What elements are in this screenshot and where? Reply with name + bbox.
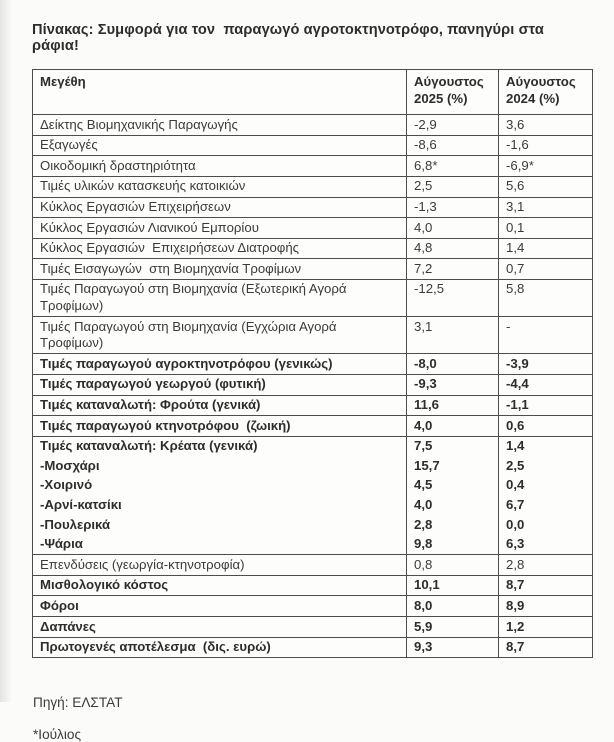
table-row xyxy=(33,395,593,416)
value-august-2024: -1,1 xyxy=(499,395,593,416)
value-august-2024: 8,7 xyxy=(499,637,593,658)
table-row xyxy=(33,596,593,617)
value-august-2025: -2,9 xyxy=(407,115,499,136)
table-header-row xyxy=(33,70,593,115)
row-label: Τιμές Παραγωγού στη Βιομηχανία (Εξωτερική Αγορά Τροφίμων) xyxy=(33,279,407,316)
row-label: -Αρνί-κατσίκι xyxy=(33,495,407,515)
row-label: Τιμές υλικών κατασκευής κατοικιών xyxy=(33,176,407,197)
table-row xyxy=(33,575,593,596)
row-label: Τιμές παραγωγού γεωργού (φυτική) xyxy=(33,374,407,395)
value-august-2025: 8,0 xyxy=(407,596,499,617)
value-august-2025: 9,8 xyxy=(407,535,499,555)
value-august-2024: 1,4 xyxy=(499,238,593,259)
table-row xyxy=(33,135,593,156)
value-august-2025: 4,5 xyxy=(407,476,499,496)
value-august-2025: 2,5 xyxy=(407,176,499,197)
value-august-2025: 2,8 xyxy=(407,515,499,535)
value-august-2025: 3,1 xyxy=(407,317,499,354)
row-label: Τιμές Εισαγωγών στη Βιομηχανία Τροφίμων xyxy=(33,259,407,280)
row-label: Οικοδομική δραστηριότητα xyxy=(33,156,407,177)
table-row xyxy=(33,555,593,576)
table-row xyxy=(33,156,593,177)
value-august-2024: -4,4 xyxy=(499,374,593,395)
table-row xyxy=(33,476,593,496)
value-august-2025: 4,0 xyxy=(407,218,499,239)
value-august-2025: 9,3 xyxy=(407,637,499,658)
value-august-2025: 4,8 xyxy=(407,238,499,259)
row-label: Τιμές καταναλωτή: Φρούτα (γενικά) xyxy=(33,395,407,416)
row-label: -Ψάρια xyxy=(33,535,407,555)
value-august-2025: 5,9 xyxy=(407,617,499,638)
row-label: Κύκλος Εργασιών Επιχειρήσεων xyxy=(33,197,407,218)
value-august-2024: 2,8 xyxy=(499,555,593,576)
value-august-2024: 0,6 xyxy=(499,416,593,437)
value-august-2025: 4,0 xyxy=(407,416,499,437)
table-row xyxy=(33,197,593,218)
row-label: Εξαγωγές xyxy=(33,135,407,156)
value-august-2024: 1,2 xyxy=(499,617,593,638)
table-row xyxy=(33,637,593,658)
table-row xyxy=(33,374,593,395)
row-label: -Μοσχάρι xyxy=(33,456,407,476)
table-body xyxy=(33,115,593,658)
page-title: Πίνακας: Συμφορά για τον παραγωγό αγροτοκτηνοτρόφο, πανηγύρι στα ράφια! xyxy=(32,22,549,54)
row-label: Δαπάνες xyxy=(33,617,407,638)
value-august-2025: -8,0 xyxy=(407,354,499,375)
table-row xyxy=(33,259,593,280)
table-row xyxy=(33,176,593,197)
asterisk-footnote: *Ιούλιος xyxy=(33,727,81,742)
table-row xyxy=(33,456,593,476)
column-header-measures: Μεγέθη xyxy=(33,70,407,115)
value-august-2025: -9,3 xyxy=(407,374,499,395)
row-label: Τιμές παραγωγού αγροκτηνοτρόφου (γενικώς) xyxy=(33,354,407,375)
row-label: -Χοιρινό xyxy=(33,476,407,496)
value-august-2024: 8,9 xyxy=(499,596,593,617)
row-label: Δείκτης Βιομηχανικής Παραγωγής xyxy=(33,115,407,136)
table-row xyxy=(33,436,593,456)
row-label: Πρωτογενές αποτέλεσμα (δις. ευρώ) xyxy=(33,637,407,658)
table-row xyxy=(33,416,593,437)
value-august-2024: 2,5 xyxy=(499,456,593,476)
value-august-2024: 0,1 xyxy=(499,218,593,239)
value-august-2024: 6,7 xyxy=(499,495,593,515)
row-label: Τιμές καταναλωτή: Κρέατα (γενικά) xyxy=(33,436,407,456)
row-label: Κύκλος Εργασιών Λιανικού Εμπορίου xyxy=(33,218,407,239)
value-august-2024: 5,8 xyxy=(499,279,593,316)
value-august-2024: 5,6 xyxy=(499,176,593,197)
value-august-2025: 11,6 xyxy=(407,395,499,416)
value-august-2024: - xyxy=(499,317,593,354)
table-row xyxy=(33,515,593,535)
row-label: Μισθολογικό κόστος xyxy=(33,575,407,596)
row-label: Επενδύσεις (γεωργία-κτηνοτροφία) xyxy=(33,555,407,576)
value-august-2024: 3,1 xyxy=(499,197,593,218)
value-august-2024: 0,0 xyxy=(499,515,593,535)
column-header-august-2024: Αύγουστος 2024 (%) xyxy=(499,70,593,115)
table-row xyxy=(33,115,593,136)
indicators-table xyxy=(32,69,593,658)
value-august-2025: 0,8 xyxy=(407,555,499,576)
value-august-2025: 10,1 xyxy=(407,575,499,596)
table-row xyxy=(33,218,593,239)
value-august-2025: 4,0 xyxy=(407,495,499,515)
value-august-2025: 15,7 xyxy=(407,456,499,476)
value-august-2024: 3,6 xyxy=(499,115,593,136)
value-august-2024: 0,4 xyxy=(499,476,593,496)
value-august-2024: -6,9* xyxy=(499,156,593,177)
table-row xyxy=(33,617,593,638)
value-august-2024: 0,7 xyxy=(499,259,593,280)
value-august-2025: -1,3 xyxy=(407,197,499,218)
column-header-august-2025: Αύγουστος 2025 (%) xyxy=(407,70,499,115)
value-august-2024: 1,4 xyxy=(499,436,593,456)
table-row xyxy=(33,317,593,354)
value-august-2024: -1,6 xyxy=(499,135,593,156)
row-label: Κύκλος Εργασιών Επιχειρήσεων Διατροφής xyxy=(33,238,407,259)
value-august-2024: -3,9 xyxy=(499,354,593,375)
value-august-2024: 8,7 xyxy=(499,575,593,596)
value-august-2025: 6,8* xyxy=(407,156,499,177)
row-label: Τιμές παραγωγού κτηνοτρόφου (ζωική) xyxy=(33,416,407,437)
value-august-2025: -8,6 xyxy=(407,135,499,156)
row-label: Τιμές Παραγωγού στη Βιομηχανία (Εγχώρια Αγορά Τροφίμων) xyxy=(33,317,407,354)
row-label: Φόροι xyxy=(33,596,407,617)
value-august-2025: 7,5 xyxy=(407,436,499,456)
value-august-2025: 7,2 xyxy=(407,259,499,280)
value-august-2024: 6,3 xyxy=(499,535,593,555)
row-label: -Πουλερικά xyxy=(33,515,407,535)
table-row xyxy=(33,238,593,259)
table-row xyxy=(33,495,593,515)
table-row xyxy=(33,535,593,555)
table-row xyxy=(33,354,593,375)
table-row xyxy=(33,279,593,316)
value-august-2025: -12,5 xyxy=(407,279,499,316)
source-note: Πηγή: ΕΛΣΤΑΤ xyxy=(33,695,123,711)
